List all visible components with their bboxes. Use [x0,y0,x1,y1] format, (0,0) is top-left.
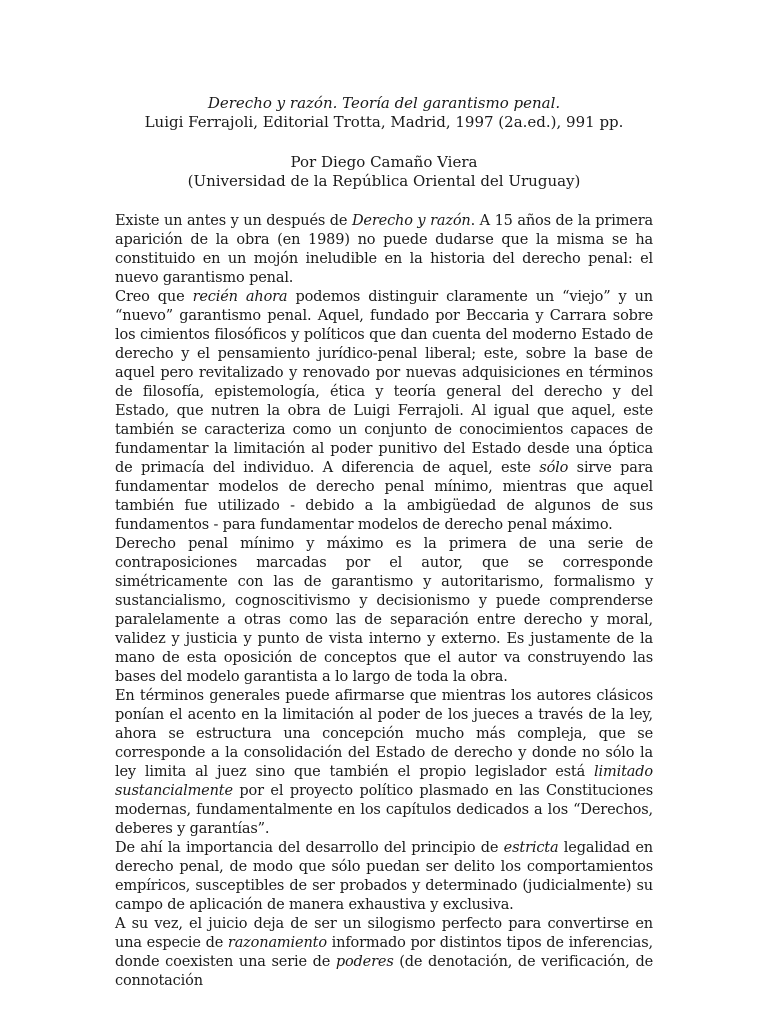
review-author [115,153,653,191]
body-paragraph [115,839,653,915]
author-byline: Por Diego Camaño Viera [290,153,478,171]
text-run: sirve para fundamentar modelos de derecho penal mínimo, mientras que aquel también fue utilizado - debido a la ambigüedad de algunos de sus fundamentos - para fundamentar modelos de derecho penal máximo. [115,460,654,533]
italic-run: razonamiento [227,935,327,951]
review-body [115,212,653,991]
italic-run: sólo [539,460,569,476]
body-paragraph [115,288,653,535]
text-run: legalidad en derecho penal, de modo que sólo puedan ser delito los comportamientos empíricos, susceptibles de ser probados y determinado (judicialmente) su campo de aplicación de manera exhaustiva y exclusiva. [115,840,653,913]
text-run: podemos distinguir claramente un “viejo” y un “nuevo” garantismo penal. Aquel, fundado por Beccaria y Carrara sobre los cimientos filosóficos y políticos que dan cuenta del moderno Estado de derecho y el pensamiento jurídico-penal liberal; este, sobre la base de aquel pero revitalizado y renovado por nuevas adquisiciones en términos de filosofía, epistemología, ética y teoría general del derecho y del Estado, que nutren la obra de Luigi Ferrajoli. Al igual que aquel, este también se caracteriza como un conjunto de conocimientos capaces de fundamentar la limitación al poder punitivo del Estado desde una óptica de primacía del individuo. A diferencia de aquel, este [115,289,653,476]
italic-run: poderes [335,954,394,970]
text-run: . A 15 años de la primera aparición de la obra (en 1989) no puede dudarse que la misma se ha constituido en un mojón ineludible en la historia del derecho penal: el nuevo garantismo penal. [115,213,653,286]
text-run: En términos generales puede afirmarse que mientras los autores clásicos ponían el acento en la limitación al poder de los jueces a través de la ley, ahora se estructura una concepción mucho más compleja, que se corresponde a la consolidación del Estado de derecho y donde no sólo la ley limita al juez sino que también el propio legislador está [115,688,653,780]
book-header [115,94,653,132]
text-run: por el proyecto político plasmado en las Constituciones modernas, fundamentalmente en los capítulos dedicados a los “Derechos, deberes y garantías”. [115,783,653,837]
document-page [115,94,653,991]
italic-run: estricta [503,840,559,856]
text-run: informado por distintos tipos de inferencias, donde coexisten una serie de [115,935,653,970]
text-run: De ahí la importancia del desarrollo del principio de [115,840,504,856]
body-paragraph [115,915,653,991]
italic-run: limitado sustancialmente [115,764,653,799]
text-run: Creo que [115,289,193,305]
author-affiliation: (Universidad de la República Oriental del Uruguay) [187,172,581,190]
body-paragraph [115,687,653,839]
book-citation: Luigi Ferrajoli, Editorial Trotta, Madrid, 1997 (2a.ed.), 991 pp. [144,113,624,131]
italic-run: recién ahora [192,289,288,305]
body-paragraph [115,212,653,288]
text-run: Derecho penal mínimo y máximo es la primera de una serie de contraposiciones marcadas por el autor, que se corresponde simétricamente con las de garantismo y autoritarismo, formalismo y sustancialismo, cognoscitivismo y decisionismo y puede comprenderse paralelamente a otras como las de separación entre derecho y moral, validez y justicia y punto de vista interno y externo. Es justamente de la mano de esta oposición de conceptos que el autor va construyendo las bases del modelo garantista a lo largo de toda la obra. [115,536,653,685]
book-title: Derecho y razón. Teoría del garantismo penal. [207,94,561,112]
text-run: A su vez, el juicio deja de ser un silogismo perfecto para convertirse en una especie de [115,916,653,951]
text-run: Existe un antes y un después de [115,213,352,229]
body-paragraph [115,535,653,687]
text-run: (de denotación, de verificación, de connotación [115,954,654,989]
italic-run: Derecho y razón [351,213,471,229]
